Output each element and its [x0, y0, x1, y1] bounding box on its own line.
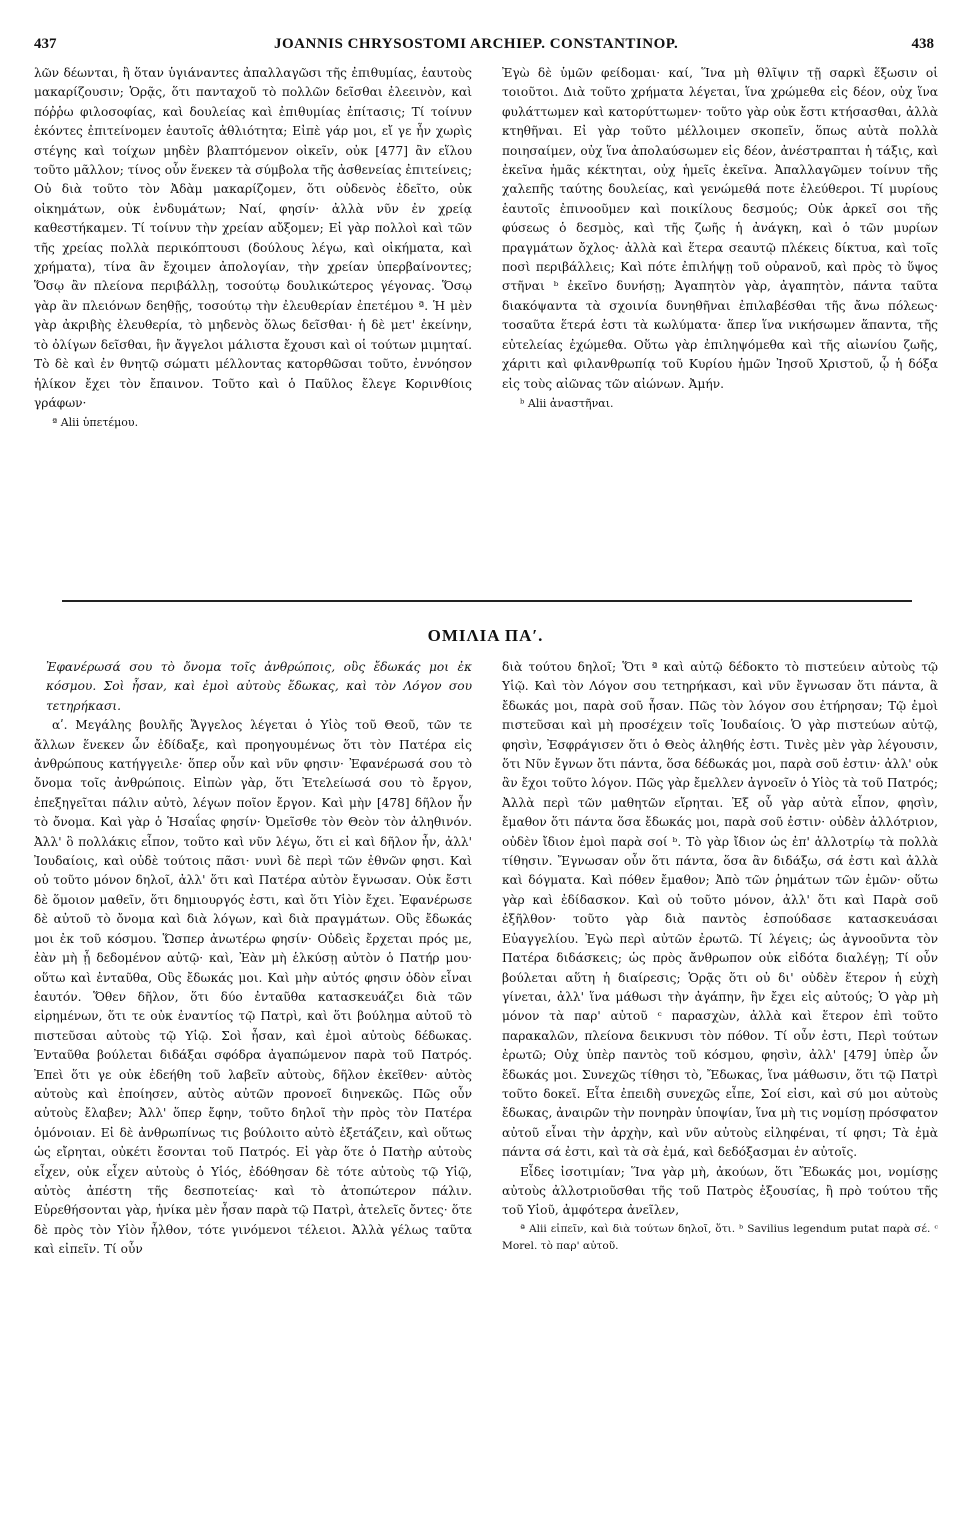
- body-text: λῶν δέωνται, ἢ ὅταν ὑγιάναντες ἀπαλλαγῶσι τῆς ἐπιθυμίας, ἑαυτοὺς μακαρίζουσιν; Ὁρᾷς, ὅτι πανταχοῦ τὸ πολλῶν δεῖσθαι ἐλεεινὸν, καὶ πόῤῥω φιλοσοφίας, καὶ δουλείας καὶ ἐπιθυμίας ἐπίτασις; Τί τοίνυν ἑκόντες ἐπιτείνομεν ἑαυτοῖς ἀθλιότητα; Εἰπὲ γάρ μοι, εἴ γε ἦν χωρὶς στέγης καὶ τοίχων μηδὲν βλαπτόμενον οἰκεῖν, οὐκ [477] ἂν εἵλου τοῦτο μᾶλλον; τίνος οὖν ἕνεκεν τὰ σύμβολα τῆς ἀσθενείας ἐπιτείνεις; Οὐ διὰ τοῦτο τὸν Ἀδὰμ μακαρίζομεν, ὅτι οὐδενὸς ἐδεῖτο, οὐκ οἰκημάτων, οὐκ ἐνδυμάτων; Ναί, φησίν· ἀλλὰ νῦν ἐν χρείᾳ καθεστήκαμεν. Τί τοίνυν τὴν χρείαν αὔξομεν; Εἰ γὰρ πολλοὶ καὶ τῶν τῆς χρείας πολλὰ περικόπτουσι (δούλους λέγω, καὶ οἰκήματα, καὶ χρήματα), τίνα ἂν ἔχοιμεν ἀπολογίαν, τὴν χρείαν ὑπερβαίνοντες; Ὅσῳ ἂν πλείονα περιβάλλῃ, τοσούτῳ δουλικώτερος γέγονας. Ὅσῳ γὰρ ἂν πλειόνων δεηθῇς, τοσούτῳ τὴν ἐλευθερίαν ἐπετέμου ª. Ἡ μὲν γὰρ ἀκριβὴς ἐλευθερία, τὸ μηδενὸς ὅλως δεῖσθαι· ἡ δὲ μετ' ἐκείνην, τὸ ὀλίγων δεῖσθαι, ἣν ἄγγελοι μάλιστα ἔχουσι καὶ οἱ τούτων μιμηταί. Τὸ δὲ καὶ ἐν θνητῷ σώματι μέλλοντας κατορθῶσαι τοῦτο, ἐννόησον ἡλίκον ἔχει τὸν ἔπαινον. Τοῦτο καὶ ὁ Παῦλος ἔλεγε Κορινθίοις γράφων·: [34, 66, 472, 410]
- footnote: ª Alii ὑπετέμου.: [52, 416, 139, 430]
- section-divider: [62, 600, 912, 602]
- body-text: Ἐγὼ δὲ ὑμῶν φείδομαι· καί, Ἵνα μὴ θλῖψιν τῇ σαρκὶ ἕξωσιν οἱ τοιοῦτοι. Διὰ τοῦτο χρήματα λέγεται, ἵνα χρώμεθα εἰς δέον, οὐχ ἵνα φυλάττωμεν καὶ κατορύττωμεν· τοῦτο γὰρ οὐκ ἔστι κτήσασθαι, ἀλλὰ κτηθῆναι. Εἰ γὰρ τοῦτο μέλλοιμεν σκοπεῖν, ὅπως αὐτὰ πολλὰ ποιησαίμεν, οὐχ ἵνα ἀπολαύσωμεν εἰς δέον, ἀνέστραπται ἡ τάξις, καὶ ἐκεῖνα ἡμᾶς κέκτηται, οὐχ ἡμεῖς ἐκεῖνα. Ἀπαλλαγῶμεν τοίνυν τῆς χαλεπῆς ταύτης δουλείας, καὶ γενώμεθά ποτε ἐλεύθεροι. Τί μυρίους ἑαυτοῖς ἐπινοοῦμεν καὶ ποικίλους δεσμούς; Οὐκ ἀρκεῖ σοι τῆς φύσεως ὁ δεσμὸς, καὶ τῆς ζωῆς ἡ ἀνάγκη, καὶ ὁ τῶν μυρίων πραγμάτων ὄχλος· ἀλλὰ καὶ ἕτερα σεαυτῷ πλέκεις δίκτυα, καὶ τοῖς ποσὶ περιβάλλεις; Καὶ πότε ἐπιλήψῃ τοῦ οὐρανοῦ, καὶ πρὸς τὸ ὕψος στῆναι ᵇ ἐκεῖνο δυνήσῃ; Ἀγαπητὸν γὰρ, ἀγαπητὸν, πάντα ταῦτα διακόψαντα τὰ σχοινία δυνηθῆναι ἐπιλαβέσθαι τῆς ἄνω πόλεως· τοσαῦτα ἕτερά ἐστι τὰ κωλύματα· ἅπερ ἵνα νικήσωμεν ἅπαντα, τῆς εὐτελείας ἐχώμεθα. Οὕτω γὰρ ἐπιληψόμεθα καὶ τῆς αἰωνίου ζωῆς, χάριτι καὶ φιλανθρωπίᾳ τοῦ Κυρίου ἡμῶν Ἰησοῦ Χριστοῦ, ᾧ ἡ δόξα εἰς τοὺς αἰῶνας τῶν αἰώνων. Ἀμήν.: [502, 66, 938, 391]
- running-header: [34, 36, 934, 58]
- body-text: διὰ τούτου δηλοῖ; Ὅτι ª καὶ αὐτῷ δέδοκτο τὸ πιστεύειν αὐτοὺς τῷ Υἱῷ. Καὶ τὸν Λόγον σου τετηρήκασι, καὶ νῦν ἔγνωσαν ὅτι πάντα, ἃ ἔδωκάς μοι, παρὰ σοῦ ἦσαν. Πῶς τὸν λόγον σου ἐτήρησαν; Τῷ ἐμοὶ πιστεῦσαι καὶ μὴ προσέχειν τοῖς Ἰουδαίοις. Ὁ γὰρ πιστεύων αὐτῷ, φησὶν, Ἐσφράγισεν ὅτι ὁ Θεὸς ἀληθής ἐστι. Τινὲς μὲν γὰρ λέγουσιν, ὅτι Νῦν ἔγνων ὅτι πάντα, ὅσα δέδωκάς μοι, παρὰ σοῦ ἐστιν· ἀλλ' οὐκ ἂν ἔχοι τοῦτο λόγον. Πῶς γὰρ ἔμελλεν ἀγνοεῖν ὁ Υἱὸς τὰ τοῦ Πατρός; Ἀλλὰ περὶ τῶν μαθητῶν εἴρηται. Ἐξ οὗ γὰρ αὐτὰ εἶπον, φησὶν, ἔμαθον ὅτι πάντα ὅσα ἔδωκάς μοι, παρὰ σοῦ ἐστιν· οὐδὲν ἀλλότριον, οὐδὲν ἴδιον ἐμοὶ παρὰ σοί ᵇ. Τὸ γὰρ ἴδιον ὡς ἐπ' ἀλλοτρίῳ τὰ πολλὰ τίθησιν. Ἔγνωσαν οὖν ὅτι πάντα, ὅσα ἂν διδάξω, σά ἐστι καὶ ἀλλὰ καὶ δόγματα. Καὶ πόθεν ἔμαθον; Ἀπὸ τῶν ῥημάτων τῶν ἐμῶν· οὕτω γὰρ καὶ ἐδίδασκον. Καὶ οὐ τοῦτο μόνον, ἀλλ' ὅτι καὶ Παρὰ σοῦ ἐξῆλθον· τοῦτο γὰρ διὰ παντὸς ἐσπούδασε κατασκευάσαι Εὐαγγελίου. Ἐγὼ περὶ αὐτῶν ἐρωτῶ. Τί λέγεις; ὡς ἀγνοοῦντα τὸν Πατέρα διδάσκεις; ὡς πρὸς ἄνθρωπον οὐκ εἰδότα διαλέγῃ; Τί οὖν βούλεται αὕτη ἡ διαίρεσις; Ὁρᾷς ὅτι οὐ δι' οὐδὲν ἕτερον ἡ εὐχὴ γίνεται, ἀλλ' ἵνα μάθωσι τὴν ἀγάπην, ἣν ἔχει εἰς αὐτούς; Ὁ γὰρ μὴ μόνον τὰ παρ' αὐτοῦ ᶜ παρασχὼν, ἀλλὰ καὶ ἕτερον ἐπὶ τοῦτο παρακαλῶν, πλείονα δεικνυσι τὸν πόθον. Τί οὖν ἐστι, Περὶ τούτων ἐρωτῶ; Οὐχ ὑπὲρ παντὸς τοῦ κόσμου, φησὶν, ἀλλ' [479] ὑπὲρ ὧν ἔδωκάς μοι. Συνεχῶς τίθησι τὸ, Ἔδωκας, ἵνα μάθωσιν, ὅτι τῷ Πατρὶ τοῦτο δοκεῖ. Εἶτα ἐπειδὴ συνεχῶς εἶπε, Σοί εἰσι, καὶ σύ μοι αὐτοὺς ἔδωκας, ἀναιρῶν τὴν πονηρὰν ὑποψίαν, ἵνα μὴ τις νομίσῃ πρόσφατον αὐτοῦ εἶναι τὴν ἀρχὴν, καὶ νῦν αὐτοὺς εἰληφέναι, τί φησι; Τὰ ἐμὰ πάντα σά ἐστι, καὶ τὰ σὰ ἐμά, καὶ δεδόξασμαι ἐν αὐτοῖς.: [502, 660, 938, 1160]
- homily-title: ΟΜΙΛΙΑ ΠΑʹ.: [427, 626, 544, 645]
- top-left-column: [34, 64, 472, 433]
- footnote: ᵇ Alii ἀναστῆναι.: [520, 396, 614, 410]
- bottom-left-column: [34, 658, 472, 1260]
- page-number-right: 438: [911, 36, 934, 52]
- body-text: αʹ. Μεγάλης βουλῆς Ἄγγελος λέγεται ὁ Υἱὸς τοῦ Θεοῦ, τῶν τε ἄλλων ἕνεκεν ὧν ἐδίδαξε, καὶ προηγουμένως ὅτι τὸν Πατέρα εἰς ἀνθρώπους κατήγγειλε· ὅπερ οὖν καὶ νῦν φησιν· Ἐφανέρωσά σου τὸ ὄνομα τοῖς ἀνθρώποις. Εἰπὼν γὰρ, ὅτι Ἐτελείωσά σου τὸ ἔργον, ἐπεξηγεῖται πάλιν αὐτὸ, λέγων ποῖον ἔργον. Καὶ μὴν [478] δῆλον ἦν τὸ ὄνομα. Καὶ γὰρ ὁ Ἡσαΐας φησίν· Ὀμεῖσθε τὸν Θεὸν τὸν ἀληθινόν. Ἀλλ' ὃ πολλάκις εἶπον, τοῦτο καὶ νῦν λέγω, ὅτι εἰ καὶ δῆλον ἦν, ἀλλ' Ἰουδαίοις, καὶ οὐδὲ τούτοις πᾶσι· νυνὶ δὲ περὶ τῶν ἐθνῶν φησι. Καὶ οὐ τοῦτο μόνον δηλοῖ, ἀλλ' ὅτι καὶ Πατέρα αὐτὸν ἔγνωσαν. Οὐκ ἔστι δὲ ὅμοιον μαθεῖν, ὅτι δημιουργός ἐστι, καὶ ὅτι Υἱὸν ἔχει. Ἐφανέρωσε δὲ αὐτοῦ τὸ ὄνομα καὶ διὰ λόγων, καὶ διὰ πραγμάτων. Οὓς ἔδωκάς μοι ἐκ τοῦ κόσμου. Ὥσπερ ἀνωτέρω φησίν· Οὐδεὶς ἔρχεται πρός με, ἐὰν μὴ ᾖ δεδομένον αὐτῷ· καὶ, Ἐὰν μὴ ἑλκύσῃ αὐτὸν ὁ Πατήρ μου· οὕτω καὶ ἐνταῦθα, Οὓς ἔδωκάς μοι. Καὶ μὴν αὐτός φησιν ὁδὸν εἶναι ἑαυτόν. Ὅθεν δῆλον, ὅτι δύο ἐνταῦθα κατασκευάζει διὰ τῶν εἰρημένων, ὅτι τε οὐκ ἐναντίος τῷ Πατρὶ, καὶ ὅτι βούλημα αὐτοῦ τὸ πιστεῦσαι αὐτοὺς τῷ Υἱῷ. Σοὶ ἦσαν, καὶ ἐμοὶ αὐτοὺς δέδωκας. Ἐνταῦθα βούλεται διδάξαι σφόδρα ἀγαπώμενον παρὰ τοῦ Πατρός. Ἐπεὶ ὅτι γε οὐκ ἐδεήθη τοῦ λαβεῖν αὐτοὺς, δῆλον ἐκεῖθεν· αὐτὸς αὐτοὺς καὶ ἐποίησεν, αὐτὸς αὐτῶν προνοεῖ διηνεκῶς. Πῶς οὖν αὐτοὺς ἔλαβεν; Ἀλλ' ὅπερ ἔφην, τοῦτο δηλοῖ τὴν πρὸς τὸν Πατέρα ὁμόνοιαν. Εἰ δὲ ἀνθρωπίνως τις βούλοιτο αὐτὸ ἐξετάζειν, καὶ οὕτως ὡς εἴρηται, οὐκέτι ἔσονται τοῦ Πατρός. Εἰ γὰρ ὅτε ὁ Πατὴρ αὐτοὺς εἶχεν, οὐκ εἶχεν αὐτοὺς ὁ Υἱός, ἐδόθησαν δὲ τότε αὐτοὺς τῷ Υἱῷ, αὐτὸς ἀπέστη τῆς δεσποτείας· καὶ τὸ ἀτοπώτερον πάλιν. Εὑρεθήσονται γὰρ, ἡνίκα μὲν ἦσαν παρὰ τῷ Πατρὶ, ἀτελεῖς ὄντες· ὅτε δὲ πρὸς τὸν Υἱὸν ἦλθον, τότε γινόμενοι τέλειοι. Ἀλλὰ γέλως ταῦτα καὶ εἰπεῖν. Τί οὖν: [34, 718, 472, 1257]
- scripture-lemma: Ἐφανέρωσά σου τὸ ὄνομα τοῖς ἀνθρώποις, οὓς ἔδωκάς μοι ἐκ κόσμου. Σοὶ ἦσαν, καὶ ἐμοὶ αὐτοὺς ἔδωκας, καὶ τὸν Λόγον σου τετηρήκασι.: [46, 660, 472, 713]
- top-right-column: [502, 64, 938, 413]
- body-text: Εἶδες ἰσοτιμίαν; Ἵνα γὰρ μὴ, ἀκούων, ὅτι Ἔδωκάς μοι, νομίσῃς αὐτοὺς ἀλλοτριοῦσθαι τῆς τοῦ Πατρὸς ἐξουσίας, ἢ πρὸ τούτου τῆς τοῦ Υἱοῦ, ἀμφότερα ἀνεῖλεν,: [502, 1164, 938, 1218]
- bottom-right-column: [502, 658, 938, 1255]
- page-number-left: 437: [34, 36, 57, 52]
- footnote: ª Alii εἰπεῖν, καὶ διὰ τούτων δηλοῖ, ὅτι. ᵇ Savilius legendum putat παρὰ σέ. ᶜ Morel. τὸ παρ' αὐτοῦ.: [502, 1222, 938, 1252]
- running-title: JOANNIS CHRYSOSTOMI ARCHIEP. CONSTANTINOP.: [274, 36, 679, 52]
